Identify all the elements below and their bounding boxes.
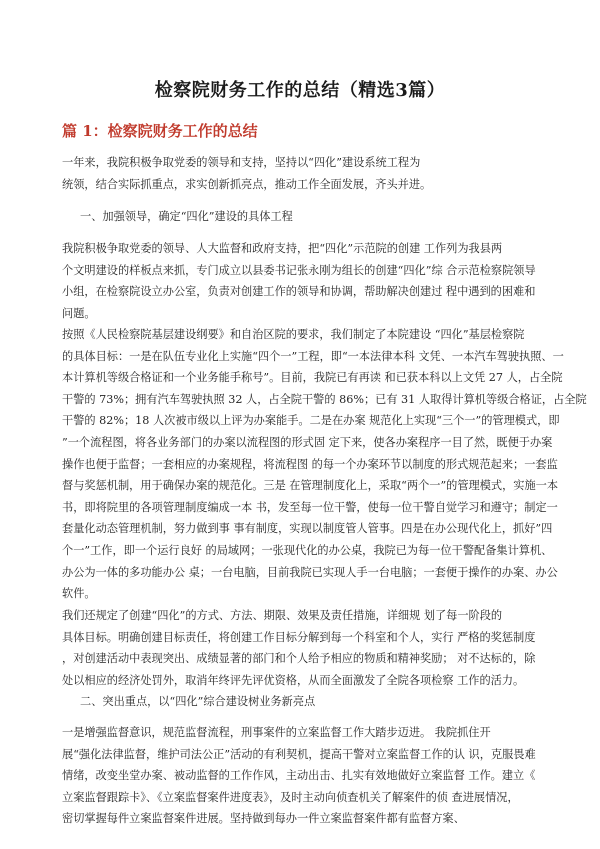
paragraph-supervision (62, 722, 540, 830)
text-line: 我院积极争取党委的领导、人大监督和政府支持，把“四化”示范院的创建 工作列为我县两 (62, 242, 503, 255)
text-line: 操作也便于监督；一套相应的办案规程，将流程图 的每一个办案环节以制度的形式规范起来；一套监 (62, 457, 558, 471)
text-line: 小组，在检察院设立办公室，负责对创建工作的领导和协调，帮助解决创建过 程中遇到的困难和 (62, 285, 536, 299)
paragraph-goals (62, 324, 587, 605)
document-title: 检察院财务工作的总结（精选3篇） (154, 80, 446, 101)
text-line: 办公为一体的多功能办公 桌；一台电脑，目前我院已实现人手一台电脑；一套便于操作的办案、办公 (62, 565, 558, 579)
text-line: 督与奖惩机制，用于确保办案的规范化。三是 在管理制度化上，采取“两个一”的管理模式，实施一本 (62, 479, 559, 493)
text-line: 套量化动态管理机制，努力做到事 事有制度，实现以制度管人管事。四是在办公现代化上，抓好”四 (62, 522, 553, 536)
paragraph-intro (62, 152, 540, 195)
section-subtitle: 篇 1：检察院财务工作的总结 (62, 122, 258, 140)
text-line: 展“强化法律监督，维护司法公正”活动的有利契机，提高干警对立案监督工作的认 识，克服畏难 (62, 747, 536, 761)
text-line: 书，即将院里的各项管理制度编成一本 书，发至每一位干警，使每一位干警自觉学习和遵守；制定一 (62, 500, 558, 514)
text-line: 一年来，我院积极争取党委的领导和支持，坚持以“四化”建设系统工程为 (62, 156, 421, 169)
text-line: 处以相应的经济处罚外，取消年终评先评优资格，从而全面激发了全院各项检察 工作的活力。 (62, 673, 525, 687)
text-line: 个一”工作，即一个运行良好 的局域网；一张现代化的办公桌，我院已为每一位干警配备集计算机、 (62, 543, 553, 557)
section-heading-1: 一、加强领导，确定“四化”建设的具体工程 (80, 210, 293, 223)
text-line: 干警的 73%；拥有汽车驾驶执照 32 人，占全院干警的 86%；已有 31 人取得计算机等级合格证，占全院 (62, 392, 587, 406)
text-line: 密切掌握每件立案监督案件进展。坚持做到每办一件立案监督案件都有监督方案、 (62, 812, 465, 826)
text-line: 按照《人民检察院基层建设纲要》和自治区院的要求，我们制定了本院建设 “四化”基层检察院 (62, 328, 525, 341)
paragraph-leadership (62, 238, 540, 324)
text-line: ，对创建活动中表现突出、成绩显著的部门和个人给予相应的物质和精神奖励； 对不达标的，除 (62, 652, 536, 666)
text-line: 立案监督跟踪卡》、《立案监督案件进度表》，及时主动向侦查机关了解案件的侦 查进展情况， (62, 790, 519, 804)
paragraph-methods (62, 605, 540, 691)
text-line: 我们还规定了创建“四化”的方式、方法、期限、效果及责任措施，详细规 划了每一阶段的 (62, 609, 503, 622)
text-line: 问题。 (62, 306, 96, 320)
text-line: 本计算机等级合格证和一个业务能手称号”。目前，我院已有再读 和已获本科以上文凭 27 人，占全院 (62, 371, 563, 385)
text-line: 情绪，改变坐堂办案、被动监督的工作作风，主动出击、扎实有效地做好立案监督 工作。建立《 (62, 769, 536, 783)
text-line: 统领，结合实际抓重点，求实创新抓亮点，推动工作全面发展，齐头并进。 (62, 177, 432, 191)
text-line: 个文明建设的样板点来抓，专门成立以县委书记张永刚为组长的创建“四化”综 合示范检察院领导 (62, 263, 536, 277)
text-line: 一是增强监督意识，规范监督流程，刑事案件的立案监督工作大踏步迈进。 我院抓住开 (62, 726, 491, 739)
text-line: 具体目标。明确创建目标责任，将创建工作目标分解到每一个科室和个人，实行 严格的奖惩制度 (62, 630, 536, 644)
section-heading-2: 二、突出重点，以“四化”综合建设树业务新亮点 (80, 695, 316, 708)
text-line: 干警的 82%；18 人次被市级以上评为办案能手。二是在办案 规范化上实现“三个一”的管理模式，即 (62, 414, 560, 428)
text-line: 软件。 (62, 587, 96, 601)
text-line: 的具体目标：一是在队伍专业化上实施“四个一”工程，即“一本法律本科 文凭、一本汽车驾驶执照、一 (62, 349, 564, 363)
text-line: ”一个流程图，将各业务部门的办案以流程图的形式固 定下来，使各办案程序一目了然，既便于办案 (62, 435, 553, 449)
